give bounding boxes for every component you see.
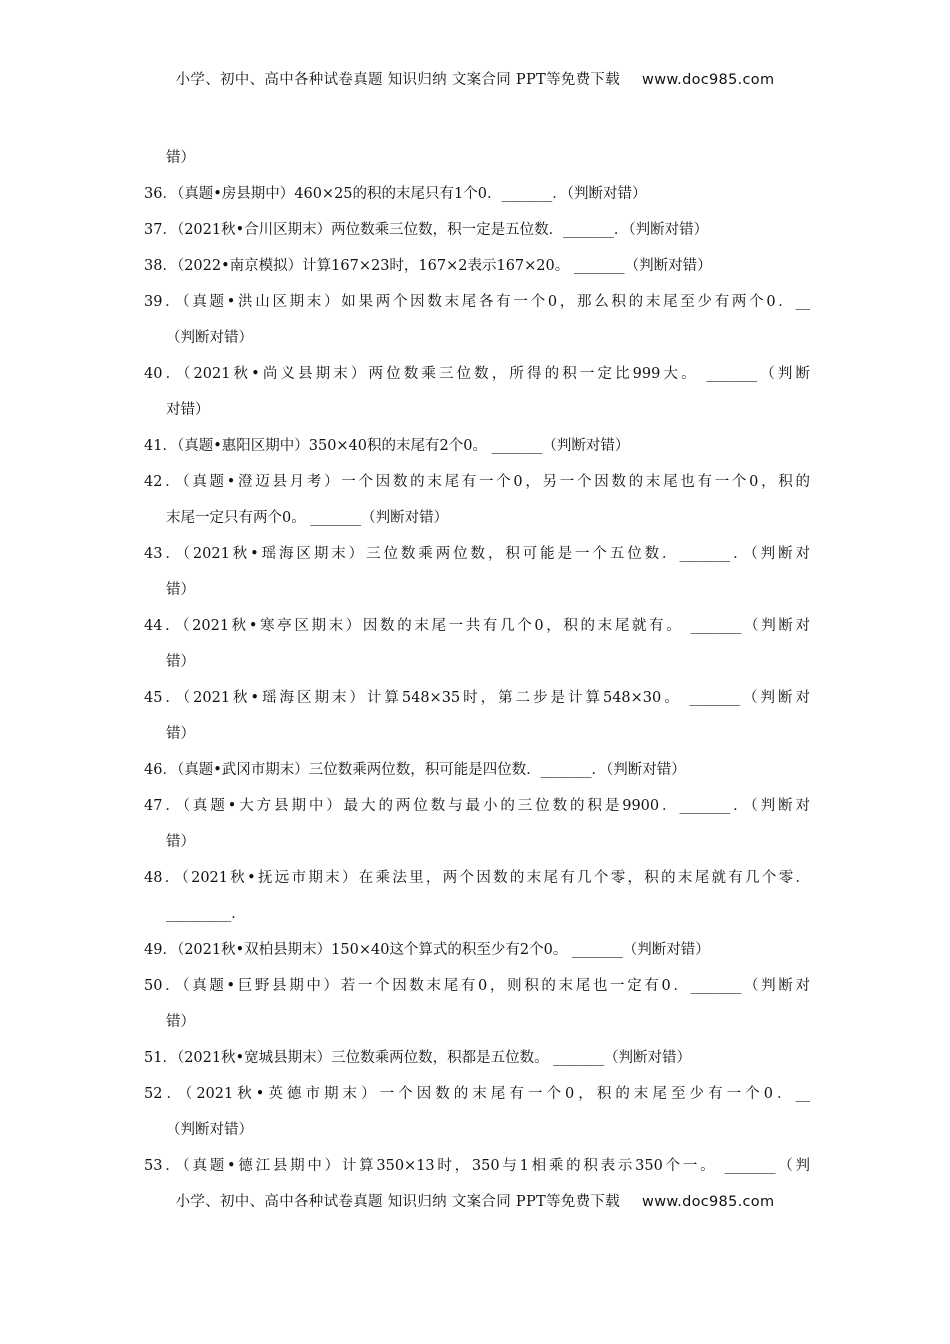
- question-line: 50．（真题•巨野县期中）若一个因数末尾有0，则积的末尾也一定有0．_______（判断对: [144, 978, 810, 994]
- page-footer: [0, 1190, 950, 1211]
- question-line: 38．（2022•南京模拟）计算167×23时，167×2表示167×20。 _______（判断对错）: [144, 258, 712, 274]
- question-line: 44．（2021秋•寒亭区期末）因数的末尾一共有几个0，积的末尾就有。 _______（判断对: [144, 618, 810, 634]
- question-line: （判断对错）: [166, 330, 253, 346]
- question-line: 错）: [166, 834, 195, 850]
- question-line: 52．（2021秋•英德市期末）一个因数的末尾有一个0，积的末尾至少有一个0．__: [144, 1086, 810, 1102]
- question-line: _________．: [166, 906, 246, 922]
- question-line: 43．（2021秋•瑶海区期末）三位数乘两位数，积可能是一个五位数．_______．（判断对: [144, 546, 810, 562]
- question-line: 48．（2021秋•抚远市期末）在乘法里，两个因数的末尾有几个零，积的末尾就有几个零．: [144, 870, 810, 886]
- question-line: 46．（真题•武冈市期末）三位数乘两位数，积可能是四位数．_______．（判断对错）: [144, 762, 686, 778]
- question-line: 39．（真题•洪山区期末）如果两个因数末尾各有一个0，那么积的末尾至少有两个0．__: [144, 294, 810, 310]
- question-line: 45．（2021秋•瑶海区期末）计算548×35时，第二步是计算548×30。 _______（判断对: [144, 690, 810, 706]
- footer-text: 小学、初中、高中各种试卷真题 知识归纳 文案合同 PPT等免费下载: [175, 1194, 621, 1210]
- question-line: 错）: [166, 582, 195, 598]
- question-line: 末尾一定只有两个0。 _______（判断对错）: [166, 510, 449, 526]
- question-line: 错）: [166, 726, 195, 742]
- question-line: 53．（真题•德江县期中）计算350×13时，350与1相乘的积表示350个一。 _______（判: [144, 1158, 810, 1174]
- question-line: （判断对错）: [166, 1122, 253, 1138]
- question-line: 49．（2021秋•双柏县期末）150×40这个算式的积至少有2个0。 _______（判断对错）: [144, 942, 710, 958]
- header-url[interactable]: www.doc985.com: [642, 72, 775, 88]
- question-line: 错）: [166, 654, 195, 670]
- question-line: 36．（真题•房县期中）460×25的积的末尾只有1个0．_______．（判断对错）: [144, 186, 647, 202]
- question-list: [144, 140, 810, 1184]
- question-line: 错）: [166, 150, 195, 166]
- question-line: 47．（真题•大方县期中）最大的两位数与最小的三位数的积是9900．_______．（判断对: [144, 798, 810, 814]
- question-line: 37．（2021秋•合川区期末）两位数乘三位数，积一定是五位数．_______．（判断对错）: [144, 222, 709, 238]
- question-line: 42．（真题•澄迈县月考）一个因数的末尾有一个0，另一个因数的末尾也有一个0，积的: [144, 474, 810, 490]
- question-line: 对错）: [166, 402, 210, 418]
- header-text: 小学、初中、高中各种试卷真题 知识归纳 文案合同 PPT等免费下载: [175, 72, 621, 88]
- question-line: 40．（2021秋•尚义县期末）两位数乘三位数，所得的积一定比999大。 _______（判断: [144, 366, 810, 382]
- page-header: [0, 68, 950, 89]
- question-line: 错）: [166, 1014, 195, 1030]
- question-line: 41．（真题•惠阳区期中）350×40积的末尾有2个0。 _______（判断对错）: [144, 438, 630, 454]
- question-line: 51．（2021秋•宽城县期末）三位数乘两位数，积都是五位数。 _______（判断对错）: [144, 1050, 692, 1066]
- footer-url[interactable]: www.doc985.com: [642, 1194, 775, 1210]
